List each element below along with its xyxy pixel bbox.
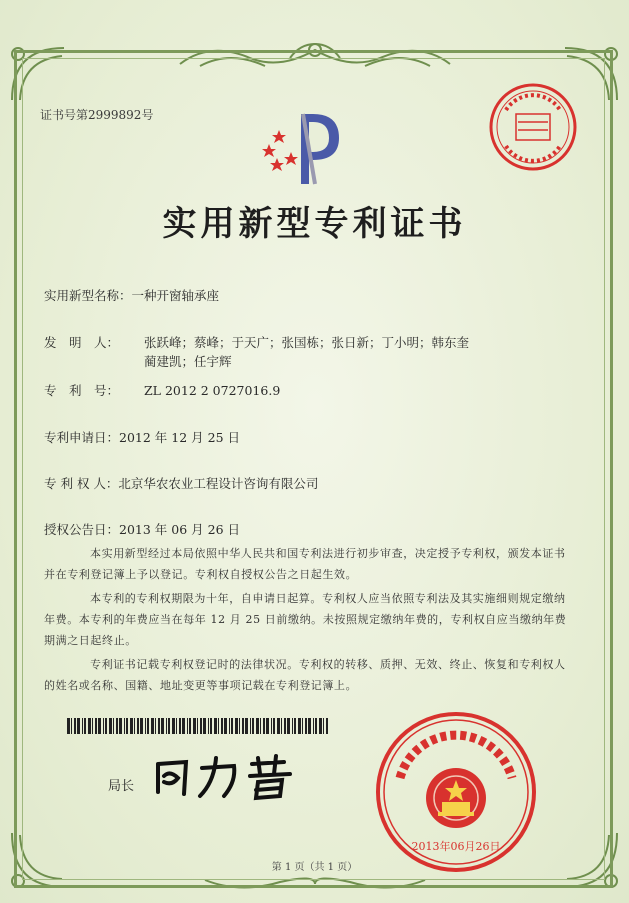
inventor-row-2 bbox=[144, 352, 232, 370]
barcode-bar bbox=[235, 718, 238, 734]
grant-date-label: 授权公告日： bbox=[44, 522, 120, 537]
barcode-bar bbox=[67, 718, 70, 734]
barcode-bar bbox=[161, 718, 164, 734]
barcode-bar bbox=[221, 718, 223, 734]
utility-model-name-row bbox=[44, 286, 219, 304]
body-paragraph-3: 专利证书记载专利权登记时的法律状况。专利权的转移、质押、无效、终止、恢复和专利权人的姓名或名称、国籍、地址变更等事项记载在专利登记簿上。 bbox=[44, 658, 566, 692]
barcode-bar bbox=[98, 718, 101, 734]
barcode-bar bbox=[197, 718, 198, 734]
patentee-row bbox=[44, 474, 318, 492]
barcode-bar bbox=[74, 718, 76, 734]
barcode-bar bbox=[155, 718, 156, 734]
patentee-label: 专 利 权 人： bbox=[44, 476, 119, 491]
barcode-bar bbox=[168, 718, 170, 734]
utility-model-name-value: 一种开窗轴承座 bbox=[131, 288, 220, 303]
barcode-bar bbox=[242, 718, 244, 734]
barcode-bar bbox=[95, 718, 97, 734]
barcode-bar bbox=[82, 718, 83, 734]
barcode-bar bbox=[124, 718, 125, 734]
barcode-bar bbox=[294, 718, 296, 734]
barcode-bar bbox=[308, 718, 311, 734]
filing-date-row bbox=[44, 428, 240, 446]
certificate-title: 实用新型专利证书 bbox=[162, 204, 467, 244]
barcode-bar bbox=[250, 718, 251, 734]
page-number: 第 1 页（共 1 页） bbox=[271, 862, 358, 873]
barcode-bar bbox=[271, 718, 272, 734]
barcode-bar bbox=[113, 718, 114, 734]
barcode-bar bbox=[166, 718, 167, 734]
certificate-number: 证书号第2999892号 bbox=[40, 108, 154, 122]
barcode-bar bbox=[103, 718, 104, 734]
inventor-value-line2: 蔺建凯；任宇辉 bbox=[144, 354, 232, 369]
barcode-bar bbox=[187, 718, 188, 734]
barcode-bar bbox=[130, 718, 133, 734]
national-seal-stamp bbox=[372, 708, 540, 876]
barcode-bar bbox=[176, 718, 177, 734]
barcode-bar bbox=[137, 718, 139, 734]
barcode-bar bbox=[193, 718, 196, 734]
barcode-bar bbox=[189, 718, 191, 734]
patentee-value: 北京华农农业工程设计咨询有限公司 bbox=[118, 476, 319, 491]
barcode-bar bbox=[179, 718, 181, 734]
barcode-bar bbox=[140, 718, 143, 734]
barcode-bar bbox=[208, 718, 209, 734]
barcode-bar bbox=[319, 718, 322, 734]
barcode-bar bbox=[203, 718, 206, 734]
barcode-bar bbox=[147, 718, 149, 734]
barcode-bar bbox=[151, 718, 154, 734]
barcode-bar bbox=[245, 718, 248, 734]
barcode-bar bbox=[210, 718, 212, 734]
director-label: 局长 bbox=[108, 779, 135, 794]
barcode-bar bbox=[273, 718, 275, 734]
barcode-bar bbox=[298, 718, 301, 734]
barcode-bar bbox=[313, 718, 314, 734]
barcode-bar bbox=[305, 718, 307, 734]
body-paragraph-2: 本专利的专利权期限为十年，自申请日起算。专利权人应当依照专利法及其实施细则规定缴纳年费。本专利的年费应当在每年 12 月 25 日前缴纳。未按照规定缴纳年费的，专利权自应当缴纳年费期满之日起终止。 bbox=[44, 592, 567, 647]
barcode-bar bbox=[218, 718, 219, 734]
barcode-bar bbox=[277, 718, 280, 734]
barcode-bar bbox=[284, 718, 286, 734]
barcode-bar bbox=[256, 718, 259, 734]
barcode-bar bbox=[260, 718, 261, 734]
barcode-bar bbox=[105, 718, 107, 734]
barcode-bar bbox=[172, 718, 175, 734]
patent-number-label: 专 利 号： bbox=[44, 383, 120, 398]
barcode-bar bbox=[229, 718, 230, 734]
barcode-bar bbox=[302, 718, 303, 734]
patent-number-value: ZL 2012 2 0727016.9 bbox=[144, 383, 281, 398]
barcode-bar bbox=[77, 718, 80, 734]
body-paragraph-1: 本实用新型经过本局依照中华人民共和国专利法进行初步审查，决定授予专利权，颁发本证书并在专利登记簿上予以登记。专利权自授权公告之日起生效。 bbox=[44, 547, 566, 581]
barcode-bar bbox=[116, 718, 118, 734]
barcode-bar bbox=[252, 718, 254, 734]
inventor-value-line1: 张跃峰；蔡峰；于天广；张国栋；张日新；丁小明；韩东奎 bbox=[144, 335, 470, 350]
utility-model-name-label: 实用新型名称： bbox=[44, 288, 132, 303]
svg-text:2013年06月26日: 2013年06月26日 bbox=[411, 840, 501, 853]
barcode-bar bbox=[109, 718, 112, 734]
grant-date-value: 2013 年 06 月 26 日 bbox=[119, 522, 241, 537]
patent-number-row bbox=[44, 381, 280, 399]
barcode-bar bbox=[315, 718, 317, 734]
barcode bbox=[67, 718, 331, 734]
barcode-bar bbox=[119, 718, 122, 734]
barcode-bar bbox=[158, 718, 160, 734]
barcode-bar bbox=[323, 718, 324, 734]
filing-date-label: 专利申请日： bbox=[44, 430, 120, 445]
patent-office-logo bbox=[255, 108, 355, 190]
barcode-bar bbox=[281, 718, 282, 734]
barcode-bar bbox=[126, 718, 128, 734]
inventor-label: 发 明 人： bbox=[44, 335, 120, 350]
barcode-bar bbox=[266, 718, 269, 734]
grant-date-row bbox=[44, 520, 240, 538]
barcode-bar bbox=[92, 718, 93, 734]
barcode-bar bbox=[287, 718, 290, 734]
barcode-bar bbox=[263, 718, 265, 734]
barcode-bar bbox=[134, 718, 135, 734]
barcode-bar bbox=[231, 718, 233, 734]
barcode-bar bbox=[71, 718, 72, 734]
barcode-bar bbox=[292, 718, 293, 734]
inventor-row bbox=[44, 333, 469, 351]
barcode-bar bbox=[84, 718, 86, 734]
barcode-bar bbox=[224, 718, 227, 734]
small-seal-stamp bbox=[486, 80, 580, 174]
barcode-bar bbox=[145, 718, 146, 734]
barcode-bar bbox=[200, 718, 202, 734]
barcode-bar bbox=[326, 718, 328, 734]
filing-date-value: 2012 年 12 月 25 日 bbox=[119, 430, 241, 445]
director-signature bbox=[150, 752, 300, 802]
barcode-bar bbox=[214, 718, 217, 734]
barcode-bar bbox=[88, 718, 91, 734]
barcode-bar bbox=[182, 718, 185, 734]
barcode-bar bbox=[239, 718, 240, 734]
